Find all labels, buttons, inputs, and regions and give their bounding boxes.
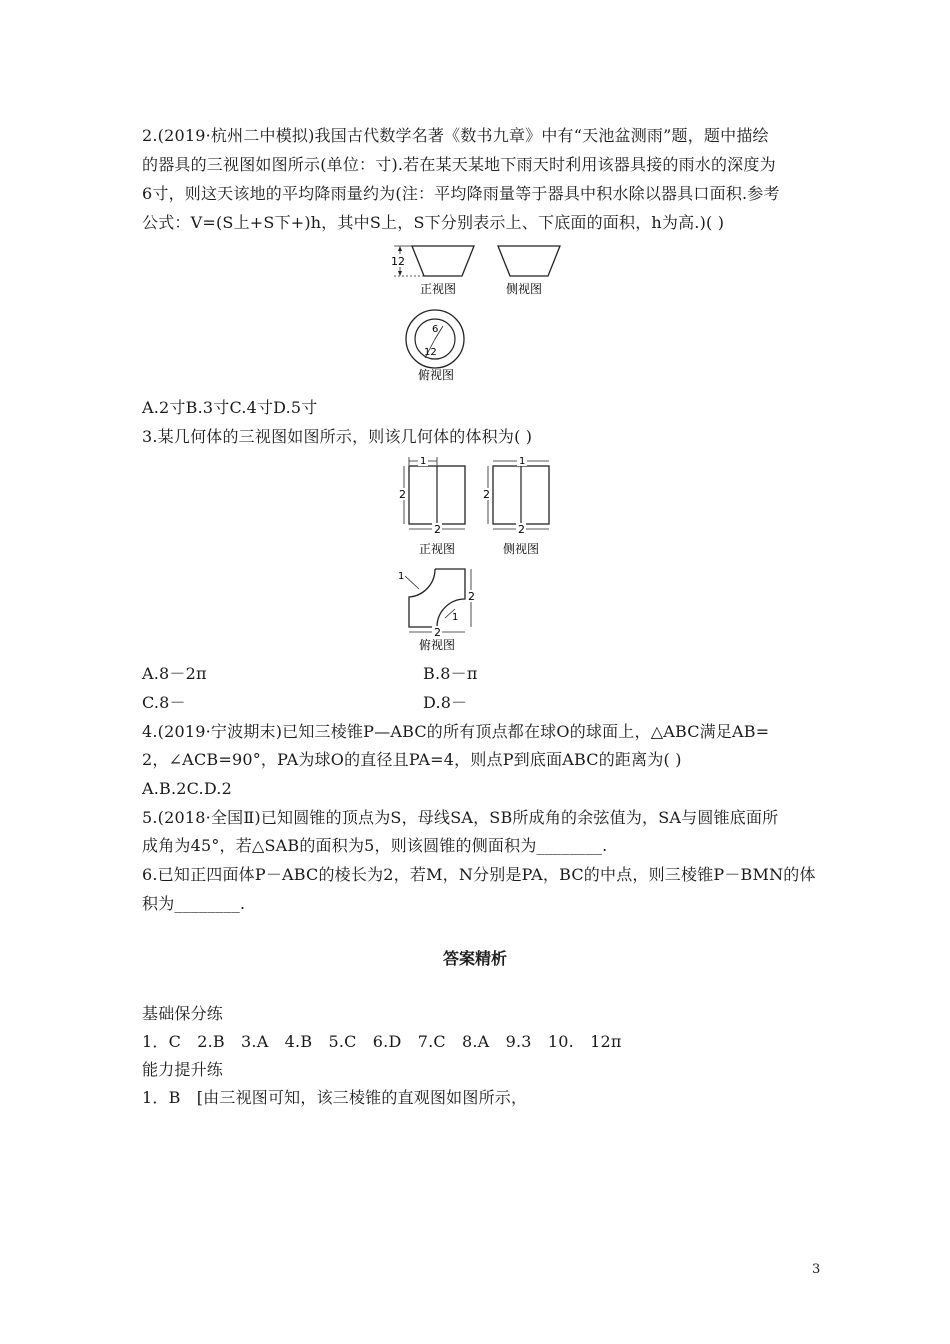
- q2-line-3: 6寸，则这天该地的平均降雨量约为(注：平均降雨量等于器具中积水除以器具口面积.参考: [142, 184, 780, 203]
- q3-option-c: C.8－: [142, 693, 186, 712]
- q3-side-caption: 侧视图: [503, 542, 540, 556]
- q3-line-1: 3.某几何体的三视图如图所示，则该几何体的体积为( ): [142, 427, 533, 446]
- answers-title: 答案精析: [442, 949, 507, 968]
- q3-front-caption: 正视图: [419, 542, 456, 556]
- q4-line-2: 2，∠ACB=90°，PA为球O的直径且PA=4，则点P到底面ABC的距离为( ): [142, 750, 682, 769]
- q4-options: A.B.2C.D.2: [142, 779, 232, 798]
- q2-top-caption: 俯视图: [418, 368, 455, 382]
- q3-arc-1-label: 1: [398, 571, 405, 582]
- answers-row-basic: 1．C 2.B 3.A 4.B 5.C 6.D 7.C 8.A 9.3 10. 12π: [142, 1032, 622, 1051]
- q6-line-1: 6.已知正四面体P－ABC的棱长为2，若M，N分别是PA，BC的中点，则三棱锥P－BMN的体: [142, 865, 816, 884]
- q3-option-a: A.8－2π: [142, 664, 207, 683]
- q3-arc-2-label: 1: [452, 612, 459, 623]
- q2-side-caption: 侧视图: [506, 282, 543, 296]
- q5-line-2: 成角为45°，若△SAB的面积为5，则该圆锥的侧面积为________.: [142, 836, 608, 855]
- page-number: 3: [812, 1262, 821, 1277]
- q2-front-view: [390, 246, 474, 296]
- q2-line-1: 2.(2019·杭州二中模拟)我国古代数学名著《数书九章》中有“天池盆测雨”题，题中描绘: [142, 126, 769, 145]
- q3-side-top-dim: 1: [519, 456, 526, 467]
- q3-side-left-dim: 2: [483, 488, 490, 501]
- q3-top-caption: 俯视图: [419, 638, 456, 652]
- q3-front-view: [398, 455, 465, 556]
- q3-option-b: B.8－π: [423, 664, 478, 683]
- q3-side-bottom-dim: 2: [518, 523, 525, 536]
- q3-top-view: [398, 569, 477, 652]
- q5-line-1: 5.(2018·全国Ⅱ)已知圆锥的顶点为S，母线SA，SB所成角的余弦值为，SA与圆锥底面所: [142, 808, 779, 827]
- q3-front-top-dim: 1: [420, 456, 427, 467]
- q2-front-caption: 正视图: [420, 282, 457, 296]
- q2-outer-radius-label: 12: [424, 347, 437, 358]
- q3-top-base-dim: 2: [434, 626, 441, 639]
- q2-options: A.2寸B.3寸C.4寸D.5寸: [142, 398, 318, 417]
- q3-front-left-dim: 2: [399, 488, 406, 501]
- q2-inner-radius-label: 6: [432, 324, 439, 335]
- q4-line-1: 4.(2019·宁波期末)已知三棱锥P—ABC的所有顶点都在球O的球面上，△ABC满足AB=: [142, 722, 770, 741]
- q3-option-d: D.8－: [423, 693, 468, 712]
- q2-line-4: 公式：V=(S上+S下+)h，其中S上，S下分别表示上、下底面的面积，h为高.)( ): [142, 213, 725, 232]
- answers-section-advanced: 能力提升练: [142, 1060, 224, 1079]
- q3-front-bottom-dim: 2: [434, 523, 441, 536]
- q2-side-view: [498, 246, 560, 296]
- q3-side-view: [482, 455, 549, 556]
- q6-line-2: 积为________.: [142, 894, 246, 913]
- q2-height-label: 12: [391, 255, 405, 268]
- q3-top-right-dim: 2: [468, 590, 475, 603]
- q3-three-view-figure: [395, 452, 565, 652]
- q2-three-view-figure: [380, 240, 580, 385]
- q2-top-view: [406, 310, 464, 382]
- answers-section-basic: 基础保分练: [142, 1004, 224, 1023]
- q2-line-2: 的器具的三视图如图所示(单位：寸).若在某天某地下雨天时利用该器具接的雨水的深度为: [142, 155, 776, 174]
- answers-row-advanced: 1．B [由三视图可知，该三棱锥的直观图如图所示，: [142, 1088, 528, 1107]
